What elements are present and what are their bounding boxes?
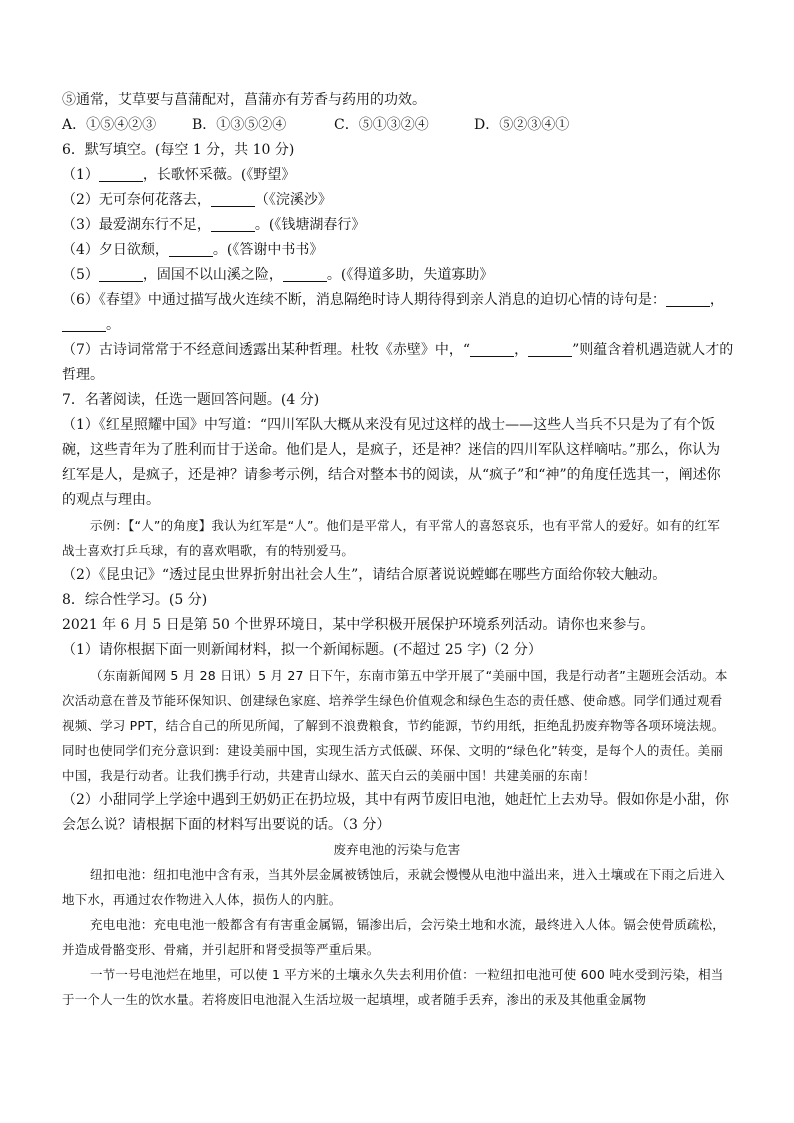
q8-title: 8．综合性学习。(5 分) [62,592,208,608]
blank-field[interactable] [211,215,255,232]
q6-line-4: （4）夕日欲颓， 。(《答谢中书书》 [62,242,324,258]
q5-item-5: ⑤通常，艾草要与菖蒲配对，菖蒲亦有芳香与药用的功效。 [62,92,426,108]
blank-field[interactable] [99,265,143,282]
exam-page [62,88,732,1012]
blank-field[interactable] [528,340,572,357]
q8-intro: 2021 年 6 月 5 日是第 50 个世界环境日，某中学积极开展保护环境系列活动。请你也来参与。 [62,617,655,633]
q5-options [62,113,732,138]
material-title: 废弃电池的污染与危害 [333,842,461,857]
q6-line-5: （5） ，固国不以山溪之险， 。(《得道多助，失道寡助》 [62,267,494,283]
material-para-3: 一节一号电池烂在地里，可以使 1 平方米的土壤永久失去利用价值：一粒纽扣电池可使 600 吨水受到污染，相当于一个人一生的饮水量。若将废旧电池混入生活垃圾一起填埋，或者随手丢弃，渗出的汞及其他重金属物 [62,967,724,1007]
q5-option-b[interactable]: B．①③⑤②④ [192,117,287,133]
q7-part-2: （2）《昆虫记》“透过昆虫世界折射出社会人生”，请结合原著说说螳螂在哪些方面给你较大触动。 [62,567,667,583]
blank-field[interactable] [666,290,710,307]
q6-line-6: （6）《春望》中通过描写战火连续不断，消息隔绝时诗人期待得到亲人消息的迫切心情的诗句是： ， [62,292,724,308]
blank-field[interactable] [211,190,255,207]
q6-line-3: （3）最爱湖东行不足， 。(《钱塘湖春行》 [62,217,366,233]
q8-news-material: （东南新闻网 5 月 28 日讯）5 月 27 日下午，东南市第五中学开展了“美丽中国，我是行动者”主题班会活动。本次活动意在普及节能环保知识、创建绿色家庭、培养学生绿色价值观念和绿色生态的责任感、使命感。同学们通过观看视频、学习 PPT，结合自己的所见所闻，了解到不浪费粮食，节约能源，节约用纸，拒绝乱扔废弃物等各项环境法规。同时也使同学们充分意识到：建设美丽中国，实现生活方式低碳、环保、文明的“绿色化”转变，是每个人的责任。美丽中国，我是行动者。让我们携手行动，共建青山绿水、蓝天白云的美丽中国！共建美丽的东南！ [62,668,728,783]
q6-line-6-cont: 。 [62,313,732,338]
q8-sub-1: （1）请你根据下面一则新闻材料，拟一个新闻标题。(不超过 25 字)（2 分） [62,642,542,658]
q6-line-7: （7）古诗词常常于不经意间透露出某种哲理。杜牧《赤壁》中，“ ， ”则蕴含着机遇造就人才的 [62,342,734,358]
q7-title: 7．名著阅读，任选一题回答问题。(4 分) [62,392,320,408]
q5-option-c[interactable]: C．⑤①③②④ [334,117,429,133]
blank-field[interactable] [283,265,327,282]
q8-sub-2: （2）小甜同学上学途中遇到王奶奶正在扔垃圾，其中有两节废旧电池，她赶忙上去劝导。假如你是小甜，你会怎么说？请根据下面的材料写出要说的话。（3 分） [62,792,729,833]
q5-option-a[interactable]: A．①⑤④②③ [62,117,157,133]
blank-field[interactable] [470,340,514,357]
blank-field[interactable] [169,240,213,257]
material-para-1: 纽扣电池：纽扣电池中含有汞，当其外层金属被锈蚀后，汞就会慢慢从电池中溢出来，进入土壤或在下雨之后进入地下水，再通过农作物进入人体，损伤人的内脏。 [62,867,726,907]
q6-line-7-cont: 哲理。 [62,367,104,383]
q7-part-1: （1）《红星照耀中国》中写道：“四川军队大概从来没有见过这样的战士——这些人当兵不只是为了有个饭碗，这些青年为了胜利而甘于送命。他们是人，是疯子，还是神？迷信的四川军队这样嘀咕。”那么，你认为红军是人，是疯子，还是神？请参考示例，结合对整本书的阅读，从“疯子”和“神”的角度任选其一，阐述你的观点与理由。 [62,417,721,508]
material-para-2: 充电电池：充电电池一般都含有有害重金属镉，镉渗出后，会污染土地和水流，最终进入人体。镉会使骨质疏松，并造成骨骼变形、骨痛，并引起肝和肾受损等严重后果。 [62,917,726,957]
q6-line-1: （1） ，长歌怀采薇。(《野望》 [62,167,296,183]
q6-title: 6．默写填空。(每空 1 分，共 10 分) [62,142,295,158]
q6-line-2: （2）无可奈何花落去， （《浣溪沙》 [62,192,332,208]
blank-field[interactable] [99,165,143,182]
q7-example: 示例：【“人”的角度】我认为红军是“人”。他们是平常人，有平常人的喜怒哀乐，也有平常人的爱好。如有的红军战士喜欢打乒乓球，有的喜欢唱歌，有的特别爱马。 [62,518,721,558]
q5-option-d[interactable]: D．⑤②③④① [474,117,570,133]
blank-field[interactable] [62,315,106,332]
